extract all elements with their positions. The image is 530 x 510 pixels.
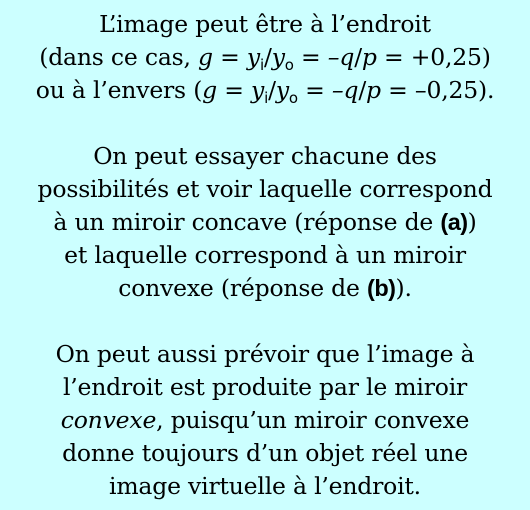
slash: / xyxy=(268,76,276,104)
symbol-y: y xyxy=(271,43,285,71)
symbol-y: y xyxy=(251,76,265,104)
text-run: , puisqu’un miroir convexe xyxy=(156,406,470,434)
paragraph-orientation xyxy=(8,8,522,107)
text-run: convexe (réponse de xyxy=(118,274,367,302)
subscript-i: i xyxy=(260,56,264,74)
symbol-minus-q: –q xyxy=(327,43,355,71)
line-1: On peut aussi prévoir que l’image à xyxy=(55,340,475,368)
slash: / xyxy=(354,43,362,71)
symbol-y: y xyxy=(246,43,260,71)
slash: / xyxy=(358,76,367,104)
line-4: et laquelle correspond à un miroir xyxy=(64,241,466,269)
line-5: image virtuelle à l’endroit. xyxy=(109,472,421,500)
symbol-g: g xyxy=(202,76,218,104)
subscript-o: o xyxy=(288,89,298,107)
line-3 xyxy=(8,206,522,239)
equals-sign: = xyxy=(297,76,332,104)
line-2: l’endroit est produite par le miroir xyxy=(62,373,468,401)
line-4: donne toujours d’un objet réel une xyxy=(62,439,468,467)
subscript-i: i xyxy=(264,89,269,107)
line-1: On peut essayer chacune des xyxy=(93,142,437,170)
text-run: ). xyxy=(395,274,412,302)
symbol-p: p xyxy=(361,43,377,71)
value-negative: –0,25). xyxy=(414,76,495,104)
paragraph-method xyxy=(8,140,522,305)
emphasis-convexe: convexe xyxy=(60,406,157,434)
answer-label-a: (a) xyxy=(440,209,468,235)
paragraph-prediction xyxy=(8,338,522,503)
text-run: ou à l’envers ( xyxy=(35,76,203,104)
line-5 xyxy=(8,272,522,305)
slash: / xyxy=(263,43,272,71)
text-run: (dans ce cas, xyxy=(39,43,199,71)
equals-sign: = xyxy=(293,43,328,71)
line-3 xyxy=(8,74,522,107)
symbol-g: g xyxy=(198,43,213,71)
line-3 xyxy=(8,404,522,437)
equals-sign: = xyxy=(380,76,415,104)
formula-inverted xyxy=(202,76,415,107)
line-2 xyxy=(8,41,522,74)
equals-sign: = xyxy=(212,43,247,71)
symbol-p: p xyxy=(366,76,381,104)
subscript-o: o xyxy=(284,56,294,74)
symbol-y: y xyxy=(275,76,289,104)
formula-upright xyxy=(198,43,411,74)
line-2: possibilités et voir laquelle correspond xyxy=(37,175,493,203)
equals-sign: = xyxy=(217,76,252,104)
answer-label-b: (b) xyxy=(367,275,396,301)
equals-sign: = xyxy=(376,43,411,71)
text-run: à un miroir concave (réponse de xyxy=(53,208,441,236)
text-run: ) xyxy=(467,208,477,236)
value-positive: +0,25) xyxy=(410,43,491,71)
symbol-minus-q: –q xyxy=(331,76,359,104)
line-1: L’image peut être à l’endroit xyxy=(99,10,431,38)
